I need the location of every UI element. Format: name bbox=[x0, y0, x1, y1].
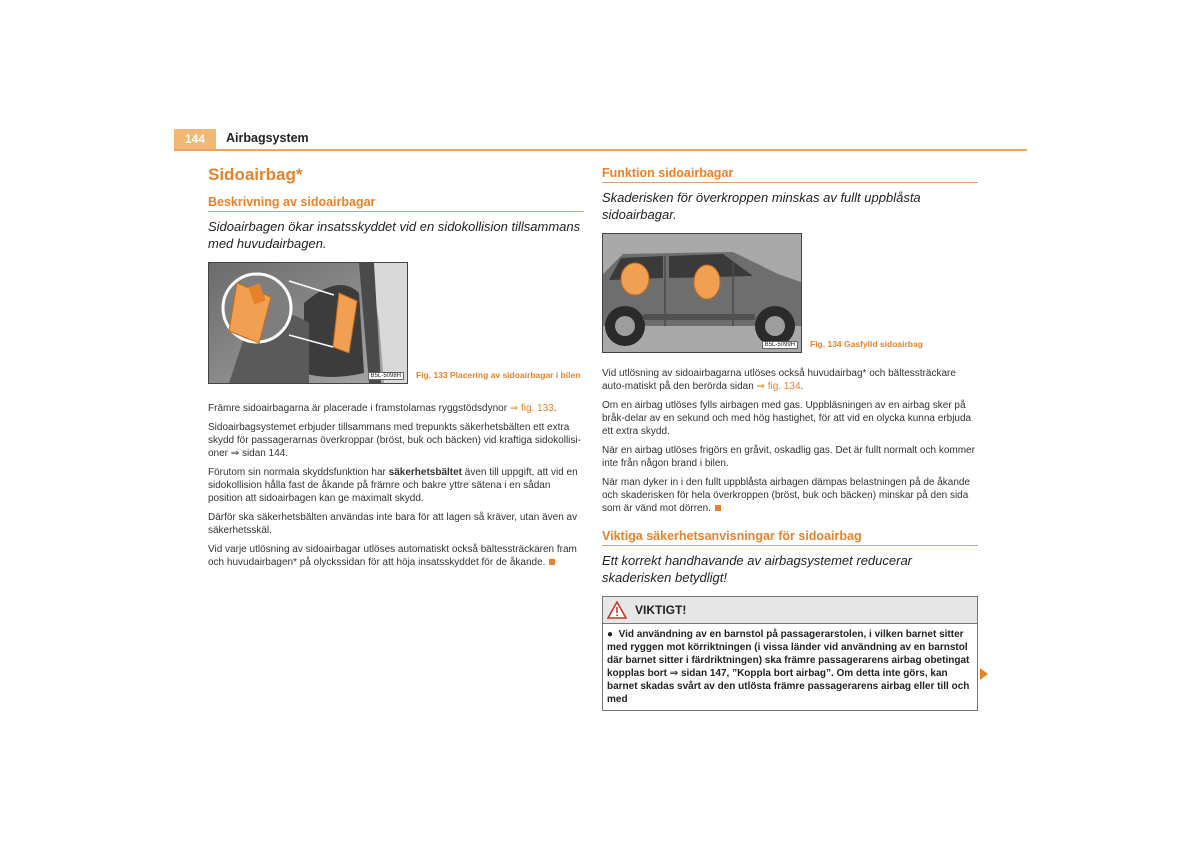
page-number: 144 bbox=[174, 129, 216, 149]
page-heading: Sidoairbag* bbox=[208, 165, 303, 184]
warning-box bbox=[602, 596, 978, 711]
section-heading-description: Beskrivning av sidoairbagar bbox=[208, 195, 584, 212]
lead-text-safety: Ett korrekt handhavande av airbagsystemet reducerar skaderisken betydligt! bbox=[602, 553, 913, 585]
right-column bbox=[602, 160, 978, 711]
text: Främre sidoairbagarna är placerade i framstolarnas ryggstödsdynor bbox=[208, 403, 510, 414]
figure-134 bbox=[602, 233, 978, 353]
paragraph bbox=[208, 402, 584, 415]
figure-reference-link[interactable]: ⇒ fig. 133 bbox=[509, 403, 554, 414]
section-heading-safety: Viktiga säkerhetsanvisningar för sidoairbag bbox=[602, 529, 978, 546]
paragraph: När en airbag utlöses frigörs en gråvit, oskadlig gas. Det är fullt normalt och kommer inte från någon brand i bilen. bbox=[602, 445, 975, 469]
lead-text-right: Skaderisken för överkroppen minskas av fullt uppblåsta sidoairbagar. bbox=[602, 190, 921, 222]
text: När man dyker in i den fullt uppblåsta airbagen dämpas belastningen på de åkande och skaderisken för hela överkroppen (bröst, buk och bäcken) minskar på den sida som är vänd mot dörren. bbox=[602, 477, 971, 514]
text: . bbox=[553, 403, 557, 414]
section-heading-function: Funktion sidoairbagar bbox=[602, 166, 978, 183]
figure-code: B5L-5099H bbox=[762, 341, 798, 349]
text: även till uppgift, att vid en sidokollision hålla fast de åkande på främre och bakre yttre sätena i en sådan position att sidoairbagen kan ge maximalt skydd. bbox=[208, 467, 578, 504]
figure-caption: Fig. 133 Placering av sidoairbagar i bilen bbox=[416, 370, 581, 380]
seat-airbag-illustration bbox=[208, 262, 408, 384]
bold-term: säkerhetsbältet bbox=[388, 467, 463, 478]
text: . bbox=[800, 381, 804, 392]
paragraph bbox=[602, 367, 978, 393]
paragraph: Därför ska säkerhetsbälten användas inte bara för att lagen så kräver, utan även av säkerhetsskäl. bbox=[208, 512, 578, 536]
paragraph: Sidoairbagsystemet erbjuder tillsammans med trepunkts säkerhetsbälten ett extra skydd för passagerarnas överkroppar (bröst, buk och bäcken) vid kraftiga sidokollisi-oner ⇒ sidan 144. bbox=[208, 422, 581, 459]
continue-arrow-icon bbox=[980, 668, 988, 680]
warning-title: VIKTIGT! bbox=[635, 603, 687, 617]
text: Vid utlösning av sidoairbagarna utlöses också huvudairbag* och bältessträckare auto-matiskt på den berörda sidan bbox=[602, 368, 956, 392]
lead-text-left: Sidoairbagen ökar insatsskyddet vid en sidokollision tillsammans med huvudairbagen. bbox=[208, 219, 581, 251]
figure-reference-link[interactable]: ⇒ fig. 134 bbox=[756, 381, 801, 392]
end-square-icon bbox=[549, 559, 555, 565]
warning-header bbox=[603, 597, 977, 624]
end-square-icon bbox=[715, 505, 721, 511]
warning-text bbox=[603, 624, 977, 710]
paragraph bbox=[602, 476, 978, 515]
paragraph: Om en airbag utlöses fylls airbagen med gas. Uppbläsningen av en airbag sker på bråk-delar av en sekund och med hög hastighet, för att vid en olycka kunna erbjuda ett extra skydd. bbox=[602, 400, 972, 437]
paragraph bbox=[208, 543, 584, 569]
text: Förutom sin normala skyddsfunktion har bbox=[208, 467, 389, 478]
text: Vid varje utlösning av sidoairbagar utlöses automatiskt också bältessträckaren fram och huvudairbagen* på olyckssidan för att höja insatsskyddet för de åkande. bbox=[208, 544, 577, 568]
warning-text-content: Vid användning av en barnstol på passagerarstolen, i vilken barnet sitter med ryggen mot körriktningen (i vissa länder vid användning av en barnstol där barnet sitter i färdriktningen) ska främre passagerarens airbag obetingat kopplas bort ⇒ sidan 147, ”Koppla bort airbag”. Om detta inte görs, kan barnet skadas svårt av den utlösta främre passagerarens airbag eller till och med bbox=[607, 629, 970, 705]
header-rule bbox=[174, 149, 1027, 151]
warning-triangle-icon bbox=[607, 601, 627, 619]
figure-caption: Fig. 134 Gasfylld sidoairbag bbox=[810, 339, 923, 349]
left-column bbox=[208, 160, 584, 575]
figure-code: B5L-5098H bbox=[368, 372, 404, 380]
bullet-icon: ● bbox=[607, 629, 614, 640]
paragraph bbox=[208, 466, 584, 505]
car-airbag-illustration bbox=[602, 233, 802, 353]
section-title: Airbagsystem bbox=[226, 131, 309, 145]
figure-133 bbox=[208, 262, 584, 384]
